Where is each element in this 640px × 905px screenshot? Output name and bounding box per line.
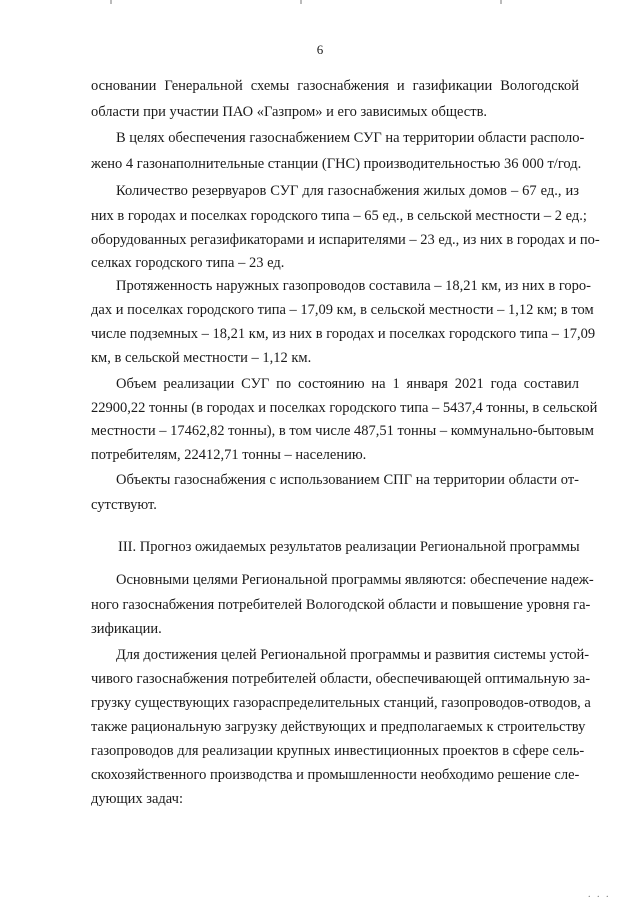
text-line: В целях обеспечения газоснабжением СУГ на территории области располо- [116, 130, 585, 146]
text-line: Количество резервуаров СУГ для газоснабжения жилых домов – 67 ед., из [116, 183, 579, 199]
text-line: грузку существующих газораспределительных станций, газопроводов-отводов, а [91, 695, 591, 711]
text-line: Протяженность наружных газопроводов составила – 18,21 км, из них в горо- [116, 278, 591, 294]
text-line: области при участии ПАО «Газпром» и его зависимых обществ. [91, 104, 488, 120]
text-line: км, в сельской местности – 1,12 км. [91, 350, 312, 366]
text-line: Объекты газоснабжения с использованием СПГ на территории области от- [116, 472, 579, 488]
text-line: скохозяйственного производства и промышленности необходимо решение сле- [91, 767, 580, 783]
text-line: газопроводов для реализации крупных инвестиционных проектов в сфере сель- [91, 743, 585, 759]
scan-artifact-dots: . . . [588, 889, 611, 900]
text-line: зификации. [91, 621, 162, 637]
text-line: Для достижения целей Региональной программы и развития системы устой- [116, 647, 590, 663]
text-line: основании Генеральной схемы газоснабжения и газификации Вологодской [91, 78, 579, 94]
text-line: них в городах и поселках городского типа – 65 ед., в сельской местности – 2 ед.; [91, 208, 587, 224]
top-edge-mark [300, 0, 302, 4]
text-line: Объем реализации СУГ по состоянию на 1 января 2021 года составил [116, 376, 579, 392]
text-line: оборудованных регазификаторами и испарителями – 23 ед., из них в городах и по- [91, 232, 600, 248]
text-line: местности – 17462,82 тонны), в том числе 487,51 тонны – коммунально-бытовым [91, 423, 594, 439]
text-line: числе подземных – 18,21 км, из них в городах и поселках городского типа – 17,09 [91, 326, 596, 342]
text-line: жено 4 газонаполнительные станции (ГНС) производительностью 36 000 т/год. [91, 156, 582, 172]
text-line: 22900,22 тонны (в городах и поселках городского типа – 5437,4 тонны, в сельской [91, 400, 598, 416]
text-line: сутствуют. [91, 497, 157, 513]
page-number: 6 [316, 42, 324, 57]
text-line: селках городского типа – 23 ед. [91, 255, 285, 271]
top-edge-mark [500, 0, 502, 4]
text-line: также рациональную загрузку действующих и предполагаемых к строительству [91, 719, 586, 735]
text-line: потребителям, 22412,71 тонны – населению. [91, 447, 367, 463]
top-edge-mark [110, 0, 112, 4]
text-line: Основными целями Региональной программы являются: обеспечение надеж- [116, 572, 594, 588]
text-line: чивого газоснабжения потребителей области, обеспечивающей оптимальную за- [91, 671, 591, 687]
section-heading: III. Прогноз ожидаемых результатов реализации Региональной программы [118, 539, 580, 555]
text-line: дах и поселках городского типа – 17,09 км, в сельской местности – 1,12 км; в том [91, 302, 594, 318]
text-line: ного газоснабжения потребителей Вологодской области и повышение уровня га- [91, 597, 591, 613]
text-line: дующих задач: [91, 791, 183, 807]
